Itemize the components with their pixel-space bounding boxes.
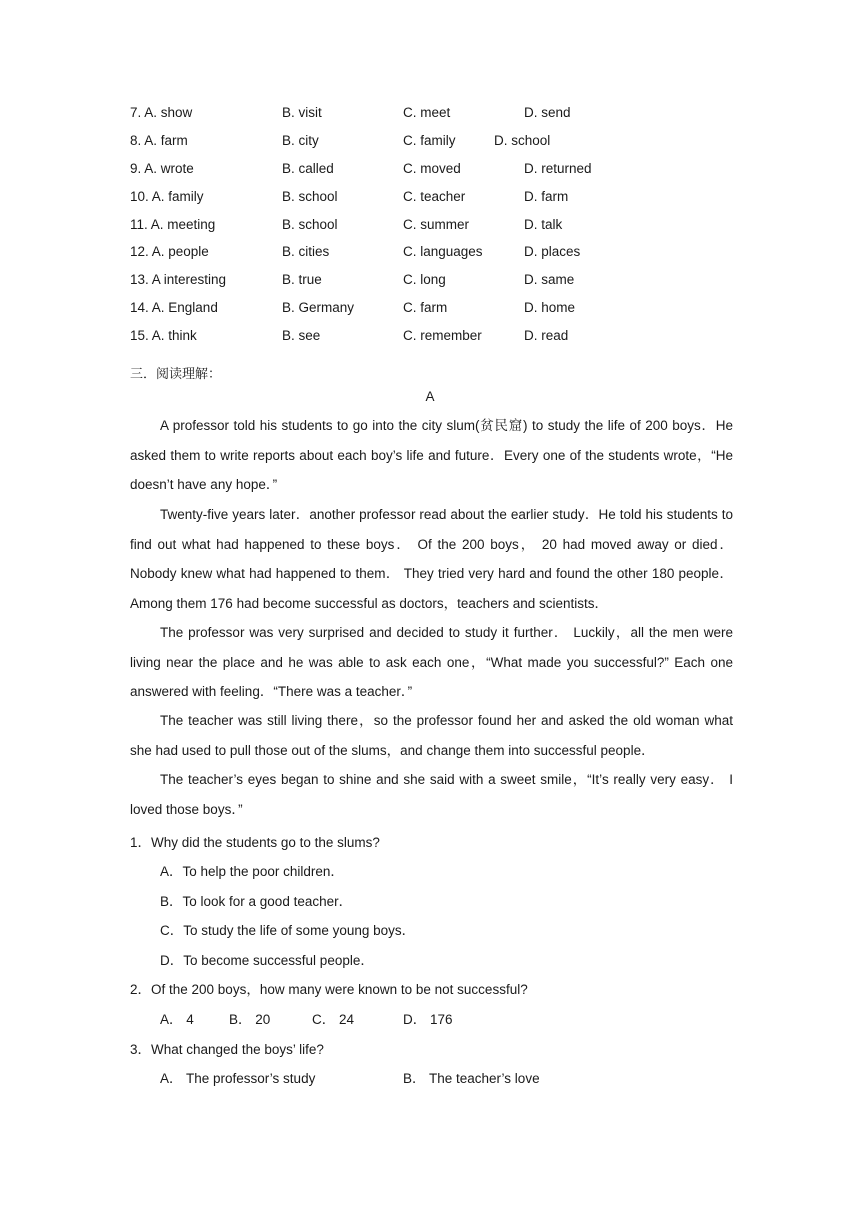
option-b: B. school (282, 217, 338, 232)
option-b: B. true (282, 272, 322, 287)
section-heading: 三．阅读理解： (130, 367, 222, 382)
option-row-8 (130, 133, 730, 153)
option-c: C. long (403, 272, 446, 287)
option-c: C. teacher (403, 189, 466, 204)
paragraph-2: Twenty-five years later．another professor read about the earlier study．He told his students to find out what had happened to these boys． Of the 200 boys， 20 had moved away or died． Nobody knew what had happened to them． They tried very hard and found the other 180 people． Among them 176 had become successful as doctors，teachers and scientists． (130, 507, 733, 611)
question-2-option-c: C． 24 (312, 1012, 355, 1027)
option-b: B. visit (282, 105, 322, 120)
option-b: B. school (282, 189, 338, 204)
paragraph-5: The teacher’s eyes began to shine and she said with a sweet smile，“It’s really very easy． I loved those boys．” (130, 772, 733, 817)
option-row-7 (130, 105, 730, 125)
option-d: D. returned (524, 161, 592, 176)
passage-label: A (425, 389, 435, 404)
option-d: D. talk (524, 217, 563, 232)
option-b: B. called (282, 161, 334, 176)
option-row-12 (130, 244, 730, 264)
question-1-option-b: B．To look for a good teacher． (160, 894, 353, 909)
question-2-option-b: B． 20 (229, 1012, 271, 1027)
option-c: C. meet (403, 105, 451, 120)
option-row-11 (130, 217, 730, 237)
paragraph-3: The professor was very surprised and decided to study it further． Luckily，all the men were living near the place and he was able to ask each one，“What made you successful?” Each one answered with feeling．“There was a teacher．” (130, 625, 733, 699)
question-1-option-c: C．To study the life of some young boys． (160, 923, 416, 938)
option-b: B. city (282, 133, 319, 148)
option-b: B. see (282, 328, 321, 343)
option-a: 15. A. think (130, 328, 197, 343)
question-3-option-b: B． The teacher’s love (403, 1071, 540, 1086)
option-c: C. moved (403, 161, 461, 176)
option-row-10 (130, 189, 730, 209)
option-c: C. family (403, 133, 456, 148)
option-row-14 (130, 300, 730, 320)
option-b: B. cities (282, 244, 330, 259)
question-1-option-d: D．To become successful people． (160, 953, 374, 968)
option-c: C. farm (403, 300, 448, 315)
option-row-13 (130, 272, 730, 292)
option-a: 7. A. show (130, 105, 193, 120)
question-2-option-a: A． 4 (160, 1012, 194, 1027)
option-a: 10. A. family (130, 189, 204, 204)
option-d: D. read (524, 328, 569, 343)
option-c: C. summer (403, 217, 470, 232)
option-a: 11. A. meeting (130, 217, 216, 232)
question-1-option-a: A．To help the poor children． (160, 864, 344, 879)
question-2: 2．Of the 200 boys，how many were known to be not successful? (130, 982, 528, 997)
paragraph-4: The teacher was still living there，so the professor found her and asked the old woman what she had used to pull those out of the slums，and change them into successful people． (130, 713, 733, 758)
question-1: 1．Why did the students go to the slums? (130, 835, 380, 850)
option-b: B. Germany (282, 300, 355, 315)
question-2-option-d: D． 176 (403, 1012, 453, 1027)
option-a: 14. A. England (130, 300, 218, 315)
question-3-option-a: A． The professor’s study (160, 1071, 316, 1086)
option-a: 13. A interesting (130, 272, 227, 287)
question-3: 3．What changed the boys’ life? (130, 1042, 324, 1057)
option-d: D. send (524, 105, 571, 120)
option-c: C. remember (403, 328, 482, 343)
option-d: D. home (524, 300, 576, 315)
option-a: 8. A. farm (130, 133, 188, 148)
option-a: 12. A. people (130, 244, 209, 259)
option-d: D. farm (524, 189, 569, 204)
option-row-9 (130, 161, 730, 181)
option-row-15 (130, 328, 730, 348)
option-c: C. languages (403, 244, 483, 259)
option-d: D. places (524, 244, 581, 259)
paragraph-1: A professor told his students to go into the city slum(贫民窟) to study the life of 200 boys．He asked them to write reports about each boy’s life and future．Every one of the students wrote，“He doesn’t have any hope．” (130, 418, 733, 492)
option-d: D. same (524, 272, 575, 287)
option-d: D. school (494, 133, 551, 148)
option-a: 9. A. wrote (130, 161, 194, 176)
